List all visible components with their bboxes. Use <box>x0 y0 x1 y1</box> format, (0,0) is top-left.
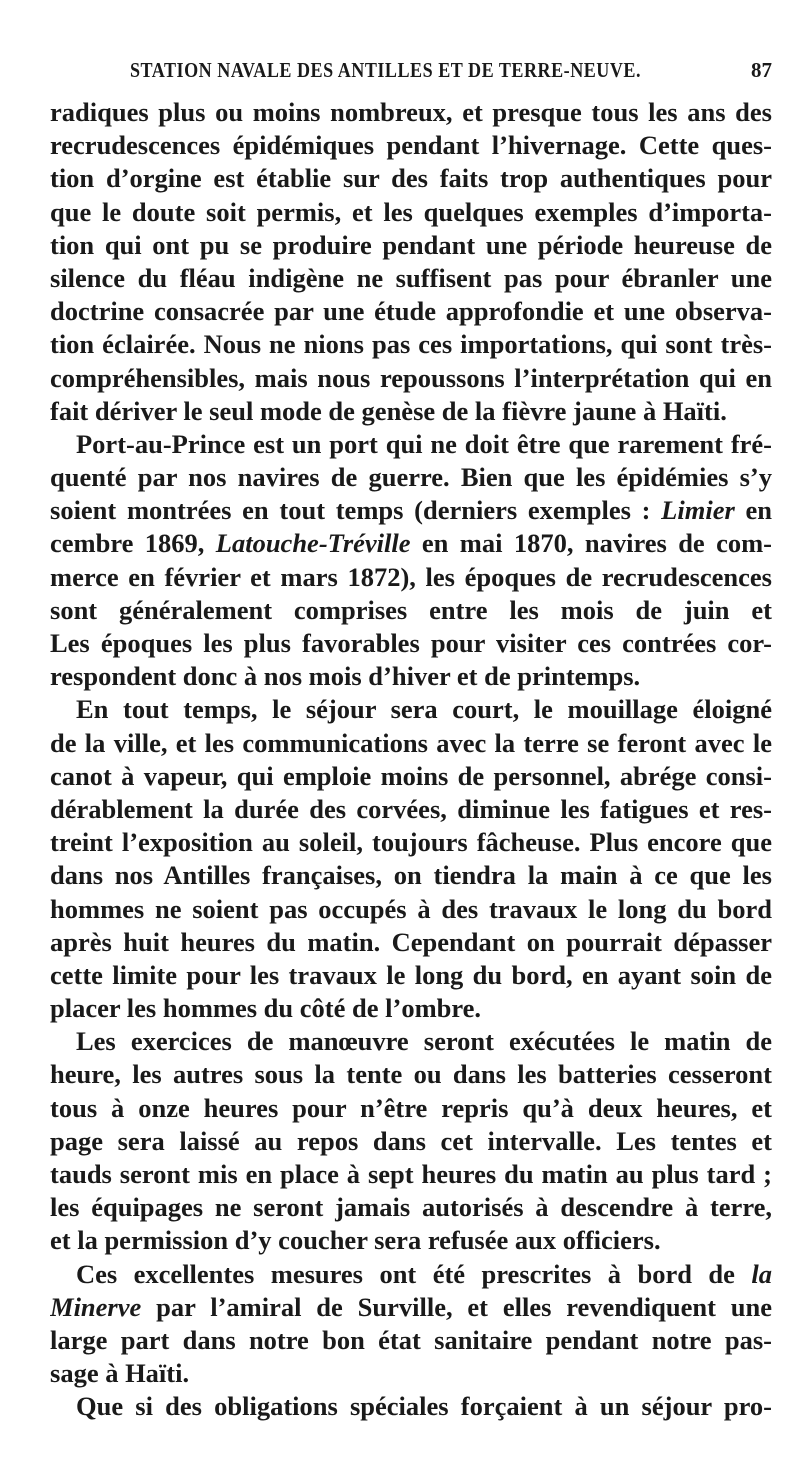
text-line <box>50 295 772 328</box>
text-segment: après huit heures du matin. Cependant on pourrait dépasser <box>50 926 772 957</box>
text-segment: Port-au-Prince est un port qui ne doit être que rarement fré- <box>76 428 772 459</box>
text-segment: compréhensibles, mais nous repoussons l’interprétation qui en <box>50 362 772 393</box>
page-header <box>50 58 772 88</box>
text-segment: respondent donc à nos mois d’hiver et de printemps. <box>50 661 641 692</box>
italic-text: Limier <box>661 495 735 526</box>
text-segment: tion d’orgine est établie sur des faits trop authentiques pour <box>50 163 772 194</box>
text-line <box>50 1025 772 1058</box>
text-line <box>50 727 772 760</box>
text-line <box>50 1224 772 1257</box>
text-segment: tauds seront mis en place à sept heures du matin au plus tard ; <box>50 1159 772 1189</box>
text-line <box>50 1191 772 1224</box>
text-segment: Les époques les plus favorables pour visiter ces contrées cor- <box>50 628 772 658</box>
text-line <box>50 162 772 195</box>
body-text <box>50 96 772 1424</box>
text-segment: en mai 1870, navires de com- <box>410 528 772 559</box>
text-line <box>50 1092 772 1125</box>
text-segment: silence du fléau indigène ne suffisent pas pour ébranler une <box>50 262 772 293</box>
text-line <box>50 660 772 693</box>
text-line <box>50 959 772 992</box>
text-segment: par l’amiral de Surville, et elles revendiquent une <box>141 1291 772 1322</box>
text-segment: fait dériver le seul mode de genèse de la fièvre jaune à Haïti. <box>50 395 727 426</box>
text-segment: sont généralement comprises entre les mois de juin et <box>50 594 772 625</box>
text-segment: cette limite pour les travaux le long du bord, en ayant soin de <box>50 959 772 990</box>
text-segment: page sera laissé au repos dans cet intervalle. Les tentes et <box>50 1125 772 1156</box>
text-line <box>50 793 772 826</box>
text-segment: Les exercices de manœuvre seront exécutées le matin de <box>76 1026 772 1057</box>
text-segment: large part dans notre bon état sanitaire pendant notre pas- <box>50 1324 772 1355</box>
text-segment: dérablement la durée des corvées, diminue les fatigues et res- <box>50 793 772 824</box>
text-segment: canot à vapeur, qui emploie moins de personnel, abrége consi- <box>50 760 772 791</box>
text-line <box>50 561 772 594</box>
text-segment: hommes ne soient pas occupés à des travaux le long du bord <box>50 893 772 924</box>
text-line <box>50 1058 772 1091</box>
text-line <box>50 96 772 129</box>
text-line <box>50 395 772 428</box>
text-segment: en <box>745 495 772 526</box>
italic-text: Minerve <box>50 1291 142 1322</box>
text-line <box>50 627 772 660</box>
text-line <box>50 693 772 726</box>
text-line <box>50 328 772 361</box>
text-segment: soient montrées en tout temps (derniers exemples : <box>50 495 662 526</box>
text-line <box>50 1324 772 1357</box>
italic-text: Latouche-Tréville <box>215 528 411 559</box>
text-line <box>50 229 772 262</box>
text-line <box>50 594 772 627</box>
text-segment: tion éclairée. Nous ne nions pas ces importations, qui sont très- <box>50 329 772 360</box>
text-line <box>50 1158 772 1191</box>
text-segment: tous à onze heures pour n’être repris qu’à deux heures, et <box>50 1092 772 1123</box>
text-segment: et la permission d’y coucher sera refusée aux officiers. <box>50 1225 661 1256</box>
text-segment: que le doute soit permis, et les quelques exemples d’importa- <box>50 196 772 227</box>
text-segment: Que si des obligations spéciales forçaient à un séjour pro- <box>76 1391 772 1422</box>
text-line <box>50 196 772 229</box>
text-segment: doctrine consacrée par une étude approfondie et une observa- <box>50 296 772 327</box>
text-line <box>50 1291 772 1324</box>
text-segment: tion qui ont pu se produire pendant une période heureuse de <box>50 229 772 260</box>
text-line <box>50 262 772 295</box>
text-line <box>50 362 772 395</box>
text-segment: les équipages ne seront jamais autorisés à descendre à terre, <box>50 1192 772 1223</box>
text-segment: treint l’exposition au soleil, toujours fâcheuse. Plus encore que <box>50 827 772 858</box>
text-segment: radiques plus ou moins nombreux, et presque tous les ans des <box>50 97 772 127</box>
text-line <box>50 1125 772 1158</box>
text-segment: recrudescences épidémiques pendant l’hivernage. Cette ques- <box>50 130 772 161</box>
text-segment: Ces excellentes mesures ont été prescrites à bord de <box>76 1258 752 1289</box>
text-line <box>50 1258 772 1291</box>
text-segment: sage à Haïti. <box>50 1358 190 1389</box>
italic-text: la <box>751 1258 772 1289</box>
text-line <box>50 926 772 959</box>
text-segment: cembre 1869, <box>50 528 216 559</box>
text-line <box>50 1390 772 1423</box>
text-line <box>50 859 772 892</box>
text-line <box>50 826 772 859</box>
text-segment: dans nos Antilles françaises, on tiendra la main à ce que les <box>50 860 772 891</box>
text-segment: placer les hommes du côté de l’ombre. <box>50 993 482 1024</box>
text-line <box>50 129 772 162</box>
text-segment: heure, les autres sous la tente ou dans les batteries cesseront <box>50 1059 772 1090</box>
text-line <box>50 1357 772 1390</box>
text-line <box>50 494 772 527</box>
text-segment: de la ville, et les communications avec la terre se feront avec le <box>50 727 772 758</box>
text-segment: merce en février et mars 1872), les époques de recrudescences <box>50 561 772 592</box>
text-line <box>50 527 772 560</box>
text-line <box>50 760 772 793</box>
text-line <box>50 992 772 1025</box>
text-line <box>50 461 772 494</box>
text-segment: quenté par nos navires de guerre. Bien que les épidémies s’y <box>50 462 772 493</box>
text-line <box>50 428 772 461</box>
text-segment: En tout temps, le séjour sera court, le mouillage éloigné <box>76 694 772 725</box>
page-number: 87 <box>751 58 772 82</box>
text-line <box>50 893 772 926</box>
running-title: STATION NAVALE DES ANTILLES ET DE TERRE-NEUVE. <box>130 58 642 82</box>
